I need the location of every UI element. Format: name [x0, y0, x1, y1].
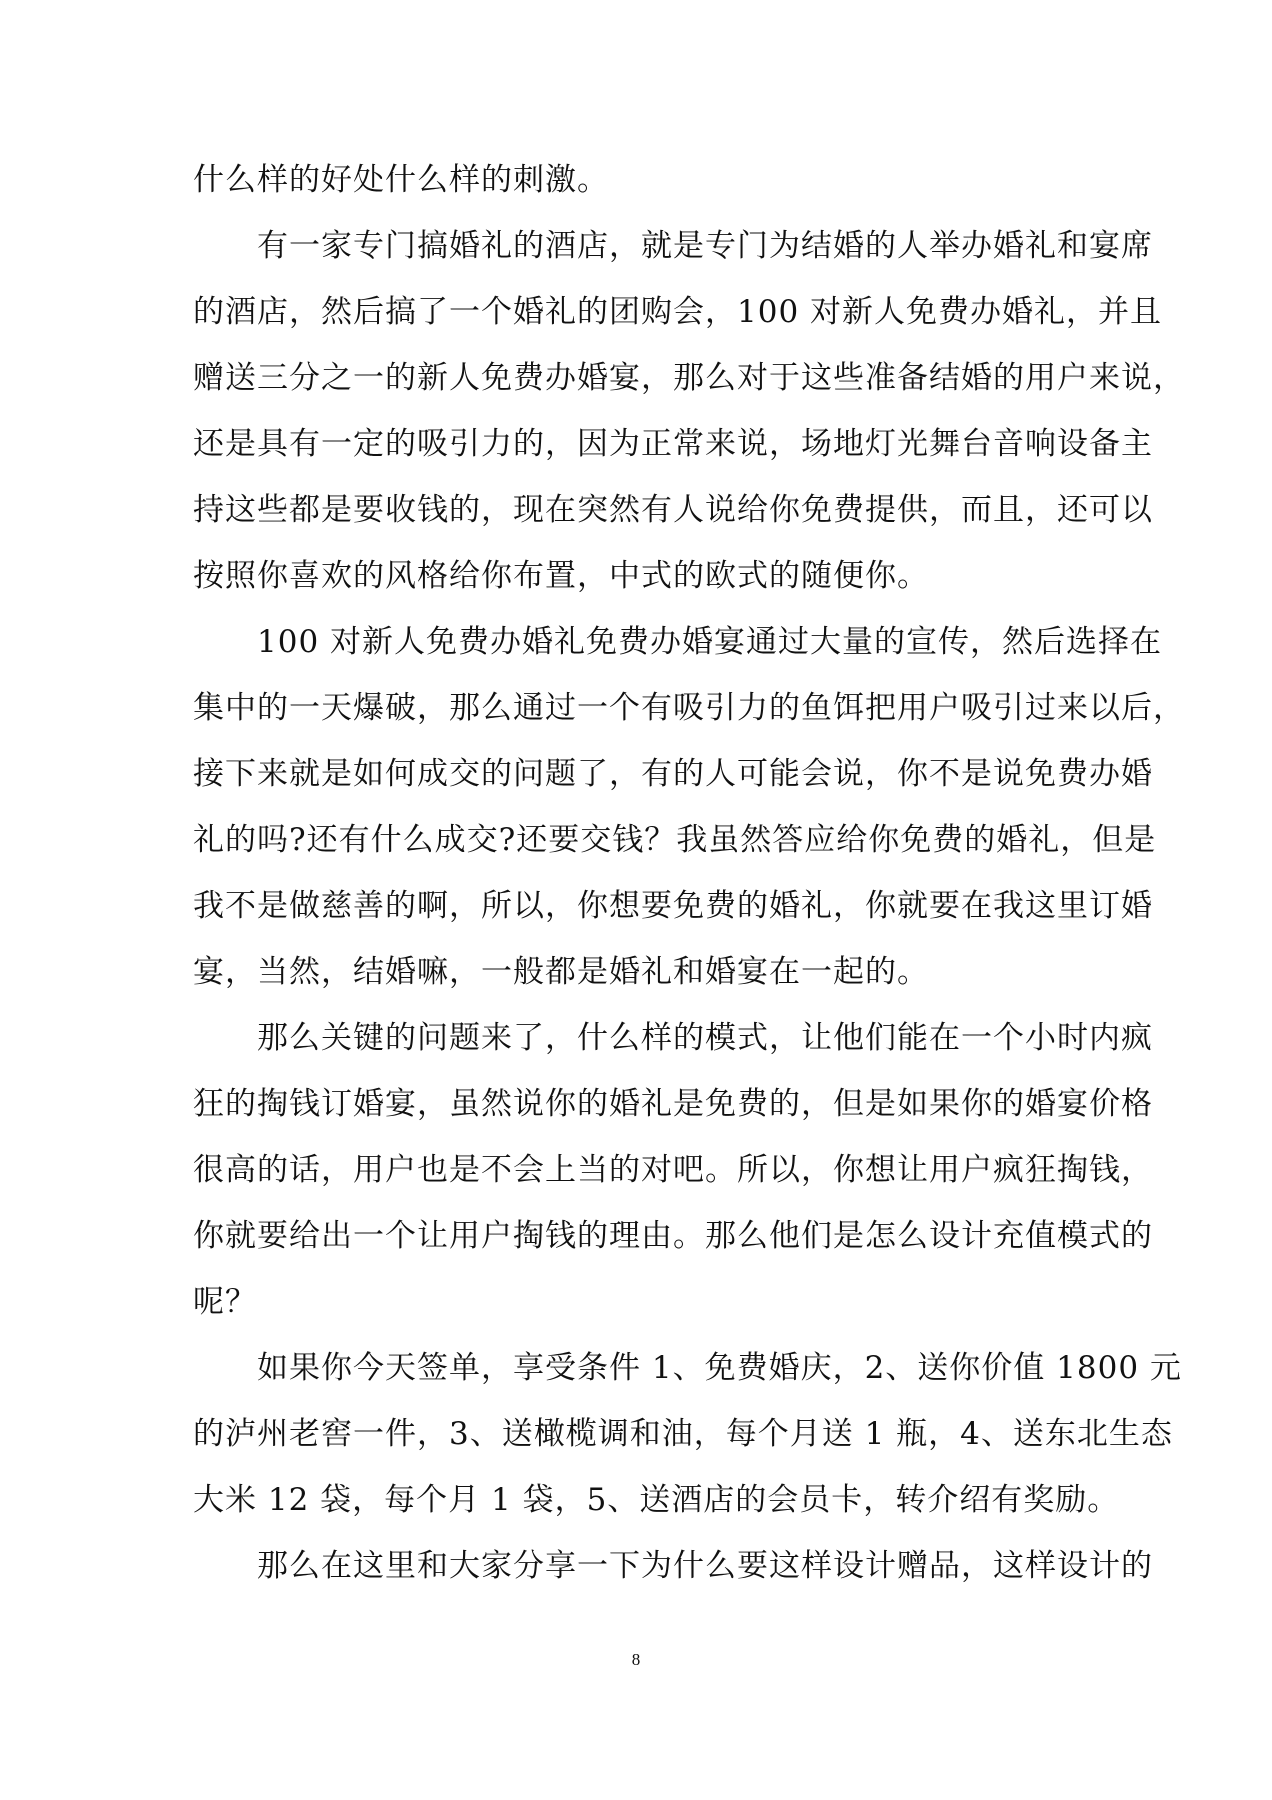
text-line: 我不是做慈善的啊，所以，你想要免费的婚礼，你就要在我这里订婚: [193, 888, 1153, 924]
text-line: 接下来就是如何成交的问题了，有的人可能会说，你不是说免费办婚: [193, 756, 1153, 792]
text-line: 有一家专门搞婚礼的酒店，就是专门为结婚的人举办婚礼和宴席: [193, 228, 1153, 264]
text-line: 呢？: [193, 1284, 257, 1320]
text-line: 集中的一天爆破，那么通过一个有吸引力的鱼饵把用户吸引过来以后，: [193, 690, 1185, 726]
text-line: 那么关键的问题来了，什么样的模式，让他们能在一个小时内疯: [193, 1020, 1153, 1056]
text-line: 狂的掏钱订婚宴，虽然说你的婚礼是免费的，但是如果你的婚宴价格: [193, 1086, 1153, 1122]
text-line: 如果你今天签单，享受条件 1、免费婚庆，2、送你价值 1800 元: [193, 1350, 1182, 1386]
text-line: 100 对新人免费办婚礼免费办婚宴通过大量的宣传，然后选择在: [193, 624, 1163, 660]
body-text: [193, 160, 1185, 1612]
text-line: 的酒店，然后搞了一个婚礼的团购会，100 对新人免费办婚礼，并且: [193, 294, 1163, 330]
text-line: 那么在这里和大家分享一下为什么要这样设计赠品，这样设计的: [193, 1548, 1153, 1584]
text-line: 你就要给出一个让用户掏钱的理由。那么他们是怎么设计充值模式的: [193, 1218, 1153, 1254]
text-line: 还是具有一定的吸引力的，因为正常来说，场地灯光舞台音响设备主: [193, 426, 1153, 462]
text-line: 什么样的好处什么样的刺激。: [193, 162, 609, 198]
text-line: 大米 12 袋，每个月 1 袋，5、送酒店的会员卡，转介绍有奖励。: [193, 1482, 1120, 1518]
text-line: 的泸州老窖一件，3、送橄榄调和油，每个月送 1 瓶，4、送东北生态: [193, 1416, 1173, 1452]
text-line: 按照你喜欢的风格给你布置，中式的欧式的随便你。: [193, 558, 929, 594]
text-line: 持这些都是要收钱的，现在突然有人说给你免费提供，而且，还可以: [193, 492, 1153, 528]
page-number: 8: [631, 1650, 641, 1669]
text-line: 礼的吗?还有什么成交?还要交钱？我虽然答应给你免费的婚礼，但是: [193, 822, 1157, 858]
text-line: 很高的话，用户也是不会上当的对吧。所以，你想让用户疯狂掏钱，: [193, 1152, 1153, 1188]
text-line: 宴，当然，结婚嘛，一般都是婚礼和婚宴在一起的。: [193, 954, 929, 990]
text-line: 赠送三分之一的新人免费办婚宴，那么对于这些准备结婚的用户来说，: [193, 360, 1185, 396]
